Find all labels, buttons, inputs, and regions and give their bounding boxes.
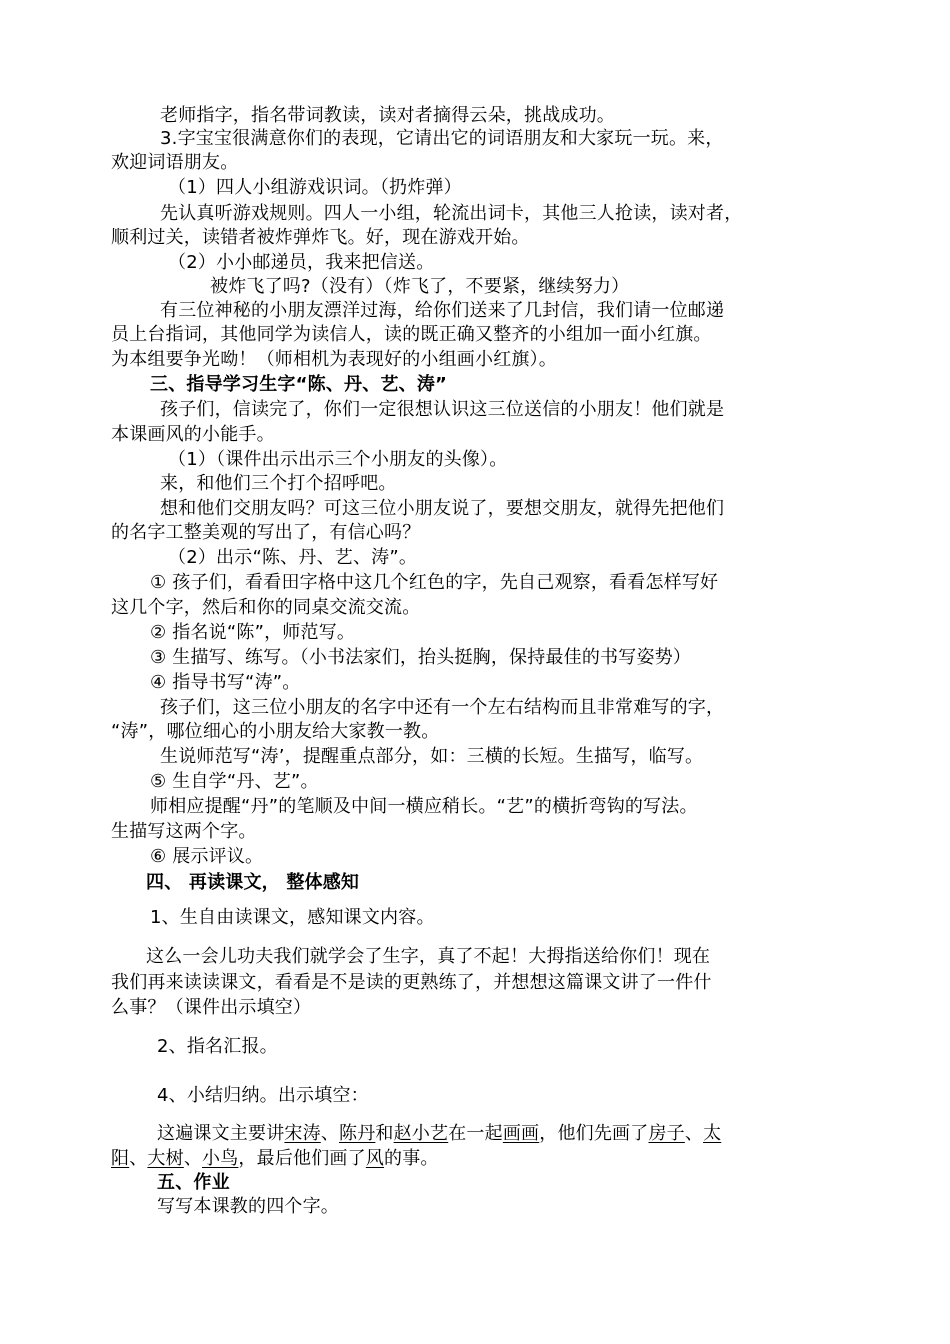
text-line: 生说师范写“涛’，提醒重点部分，如：三横的长短。生描写，临写。 xyxy=(160,746,704,767)
text-line: 本课画风的小能手。 xyxy=(111,424,275,445)
summary-text: 这遍课文主要讲 xyxy=(157,1123,285,1144)
text-line: 4、小结归纳。出示填空： xyxy=(157,1085,369,1106)
text-line: 3.字宝宝很满意你们的表现，它请出它的词语朋友和大家玩一玩。来， xyxy=(160,128,724,149)
text-line: （2）小小邮递员，我来把信送。 xyxy=(168,252,435,273)
text-line: 顺利过关，读错者被炸弹炸飞。好，现在游戏开始。 xyxy=(111,227,530,248)
text-line: 生描写这两个字。 xyxy=(111,821,257,842)
section-heading: 五、作业 xyxy=(157,1172,230,1193)
text-line: ① 孩子们，看看田字格中这几个红色的字，先自己观察，看看怎样写好 xyxy=(150,572,719,593)
text-line: 孩子们，信读完了，你们一定很想认识这三位送信的小朋友！他们就是 xyxy=(160,399,725,420)
text-line: ③ 生描写、练写。（小书法家们，抬头挺胸，保持最佳的书写姿势） xyxy=(150,647,692,668)
filled-blank: 风 xyxy=(365,1148,385,1169)
text-line: 欢迎词语朋友。 xyxy=(111,152,239,173)
text-line: 师相应提醒“丹”的笔顺及中间一横应稍长。“艺”的横折弯钩的写法。 xyxy=(150,796,698,817)
summary-text: 、 xyxy=(129,1148,148,1169)
summary-text: 的事。 xyxy=(384,1148,439,1169)
text-line: 我们再来读读课文，看看是不是读的更熟练了，并想想这篇课文讲了一件什 xyxy=(111,972,712,993)
text-line: 有三位神秘的小朋友漂洋过海，给你们送来了几封信，我们请一位邮递 xyxy=(160,300,725,321)
text-line: 想和他们交朋友吗？可这三位小朋友说了，要想交朋友，就得先把他们 xyxy=(160,498,725,519)
text-line: （1）四人小组游戏识词。（扔炸弹） xyxy=(168,177,462,198)
filled-blank: 太 xyxy=(703,1123,722,1144)
filled-blank: 陈丹 xyxy=(339,1123,376,1144)
text-line: ④ 指导书写“涛”。 xyxy=(150,672,301,693)
summary-text: ，最后他们画了 xyxy=(238,1148,366,1169)
filled-blank: 阳 xyxy=(111,1148,130,1169)
text-line: （2）出示“陈、丹、艺、涛”。 xyxy=(168,547,418,568)
filled-blank: 大树 xyxy=(147,1148,184,1169)
summary-text: 、 xyxy=(183,1148,203,1169)
text-line: “涛”，哪位细心的小朋友给大家教一教。 xyxy=(111,721,440,742)
filled-blank: 赵小艺 xyxy=(393,1123,449,1144)
section-heading: 三、指导学习生字“陈、丹、艺、涛” xyxy=(150,374,448,395)
text-line: ② 指名说“陈”，师范写。 xyxy=(150,622,356,643)
summary-text: 、 xyxy=(684,1123,704,1144)
filled-blank: 小鸟 xyxy=(202,1148,239,1169)
text-line: 为本组要争光呦！（师相机为表现好的小组画小红旗）。 xyxy=(111,349,557,370)
text-line: 来，和他们三个打个招呼吧。 xyxy=(160,473,397,494)
text-line: 写写本课教的四个字。 xyxy=(157,1196,339,1217)
text-line: 这几个字，然后和你的同桌交流交流。 xyxy=(111,597,421,618)
text-line: ⑥ 展示评议。 xyxy=(150,846,264,867)
summary-fill-line-1 xyxy=(157,1122,721,1146)
filled-blank: 画画 xyxy=(502,1123,540,1144)
summary-text: 在一起 xyxy=(448,1123,503,1144)
summary-text: 和 xyxy=(375,1123,394,1144)
text-line: 员上台指词，其他同学为读信人，读的既正确又整齐的小组加一面小红旗。 xyxy=(111,324,712,345)
text-line: 被炸飞了吗?（没有）（炸飞了，不要紧，继续努力） xyxy=(210,276,630,297)
text-line: 的名字工整美观的写出了，有信心吗？ xyxy=(111,522,421,543)
filled-blank: 房子 xyxy=(648,1123,685,1144)
text-line: 么事？（课件出示填空） xyxy=(111,997,312,1018)
summary-fill-line-2 xyxy=(111,1147,439,1171)
text-line: 孩子们，这三位小朋友的名字中还有一个左右结构而且非常难写的字， xyxy=(160,697,725,718)
section-heading: 四、 再读课文， 整体感知 xyxy=(146,872,360,893)
text-line: 先认真听游戏规则。四人一小组，轮流出词卡，其他三人抢读，读对者， xyxy=(160,203,743,224)
text-line: （1）（课件出示出示三个小朋友的头像）。 xyxy=(168,449,508,470)
text-line: ⑤ 生自学“丹、艺”。 xyxy=(150,771,319,792)
summary-text: ，他们先画了 xyxy=(539,1123,649,1144)
text-line: 1、生自由读课文，感知课文内容。 xyxy=(150,907,435,928)
text-line: 这么一会儿功夫我们就学会了生字，真了不起！大拇指送给你们！现在 xyxy=(146,946,711,967)
summary-text: 、 xyxy=(320,1123,340,1144)
filled-blank: 宋涛 xyxy=(284,1123,321,1144)
text-line: 老师指字，指名带词教读，读对者摘得云朵，挑战成功。 xyxy=(160,105,615,126)
text-line: 2、指名汇报。 xyxy=(157,1036,278,1057)
